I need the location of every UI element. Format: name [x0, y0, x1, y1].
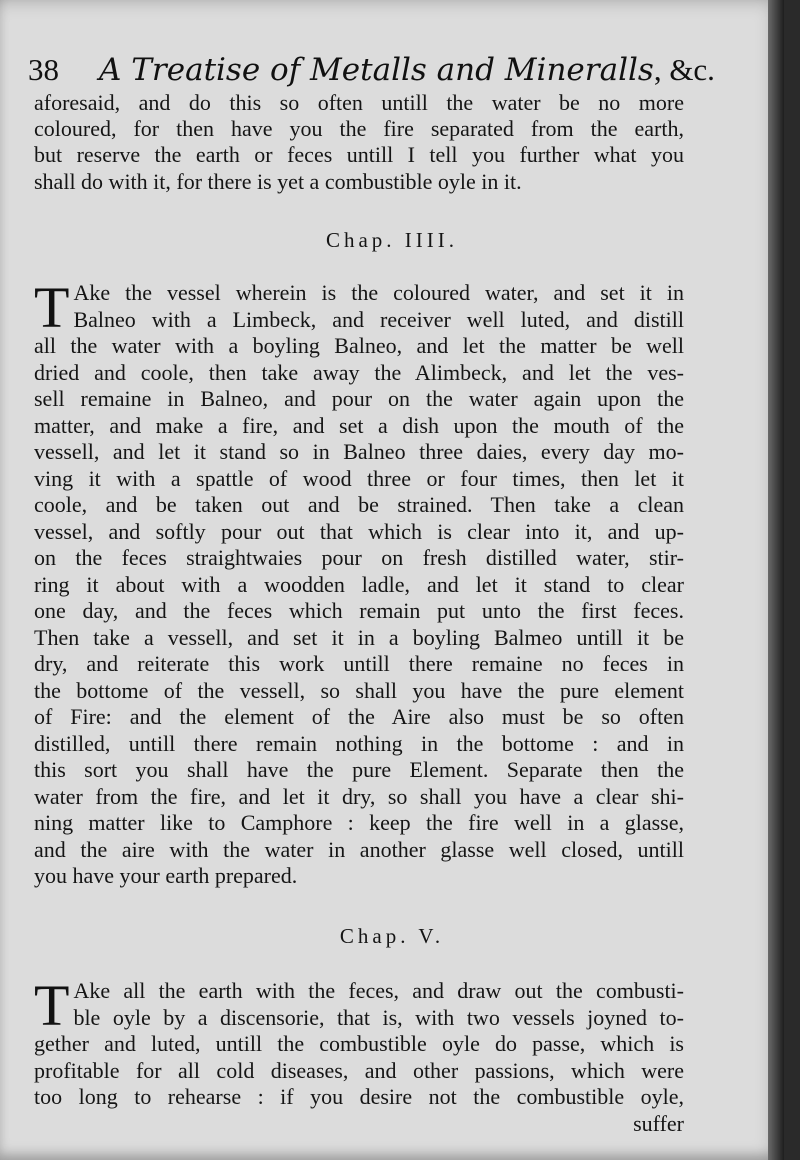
scan-edge-shadow: [768, 0, 784, 1160]
text-line: one day, and the feces which remain put unto the first feces.: [34, 598, 684, 623]
text-line: profitable for all cold diseases, and other passions, which were: [34, 1057, 684, 1083]
text-line: distilled, untill there remain nothing in the bottome : and in: [34, 730, 684, 756]
text-line: on the feces straightwaies pour on fresh distilled water, stir-: [34, 545, 684, 570]
text-line: sell remaine in Balneo, and pour on the water again upon the: [34, 386, 684, 411]
text-line: ble oyle by a discensorie, that is, with two vessels joyned to-: [73, 1004, 684, 1030]
page-number: 38: [28, 52, 59, 87]
text-line: but reserve the earth or feces untill I tell you further what you: [34, 142, 684, 168]
drop-cap: T: [34, 973, 70, 1038]
text-line: Ake the vessel wherein is the coloured water, and set it in: [73, 280, 684, 305]
text-line: aforesaid, and do this so often untill the water be no more: [34, 90, 684, 115]
text-line: all the water with a boyling Balneo, and let the matter be well: [34, 333, 684, 358]
text-line: shall do with it, for there is yet a combustible oyle in it.: [34, 168, 522, 194]
text-line: Balneo with a Limbeck, and receiver well luted, and distill: [73, 306, 684, 332]
text-line: matter, and make a fire, and set a dish upon the mouth of the: [34, 412, 684, 438]
text-line: of Fire: and the element of the Aire also must be so often: [34, 704, 684, 729]
text-line: water from the fire, and let it dry, so shall you have a clear shi-: [34, 783, 684, 809]
text-line: ring it about with a woodden ladle, and let it stand to clear: [34, 571, 684, 597]
text-line: dry, and reiterate this work untill there remaine no feces in: [34, 651, 684, 676]
text-line: the bottome of the vessell, so shall you have the pure element: [34, 677, 684, 703]
text-line: gether and luted, untill the combustible oyle do passe, which is: [34, 1031, 684, 1056]
text-line: dried and coole, then take away the Alimbeck, and let the ves-: [34, 359, 684, 385]
text-line: this sort you shall have the pure Element. Separate then the: [34, 757, 684, 782]
chapter-heading: Chap. V.: [339, 924, 445, 948]
text-line: vessel, and softly pour out that which is clear into it, and up-: [34, 518, 684, 544]
text-line: coloured, for then have you the fire separated from the earth,: [34, 116, 684, 142]
text-line: you have your earth prepared.: [34, 863, 298, 888]
text-line: Then take a vessell, and set it in a boyling Balmeo untill it be: [34, 624, 684, 650]
text-line: too long to rehearse : if you desire not the combustible oyle,: [34, 1084, 684, 1109]
intro-paragraph: [34, 90, 684, 195]
text-line: ning matter like to Camphore : keep the fire well in a glasse,: [34, 810, 684, 835]
chapter-5-paragraph: [34, 973, 684, 1137]
running-header: [28, 52, 715, 88]
running-title: A Treatise of Metalls and Mineralls: [99, 52, 654, 88]
drop-cap: T: [34, 275, 70, 340]
catchword: suffer: [633, 1110, 684, 1136]
text-line: coole, and be taken out and be strained. Then take a clean: [34, 492, 684, 517]
text-line: Ake all the earth with the feces, and draw out the combusti-: [73, 978, 684, 1003]
text-line: vessell, and let it stand so in Balneo three daies, every day mo-: [34, 439, 684, 464]
chapter-heading: Chap. IIII.: [325, 228, 459, 252]
text-line: and the aire with the water in another glasse well closed, untill: [34, 836, 684, 862]
text-line: ving it with a spattle of wood three or four times, then let it: [34, 465, 684, 491]
running-title-etc: , &c.: [653, 52, 715, 87]
chapter-4-paragraph: [34, 275, 684, 890]
